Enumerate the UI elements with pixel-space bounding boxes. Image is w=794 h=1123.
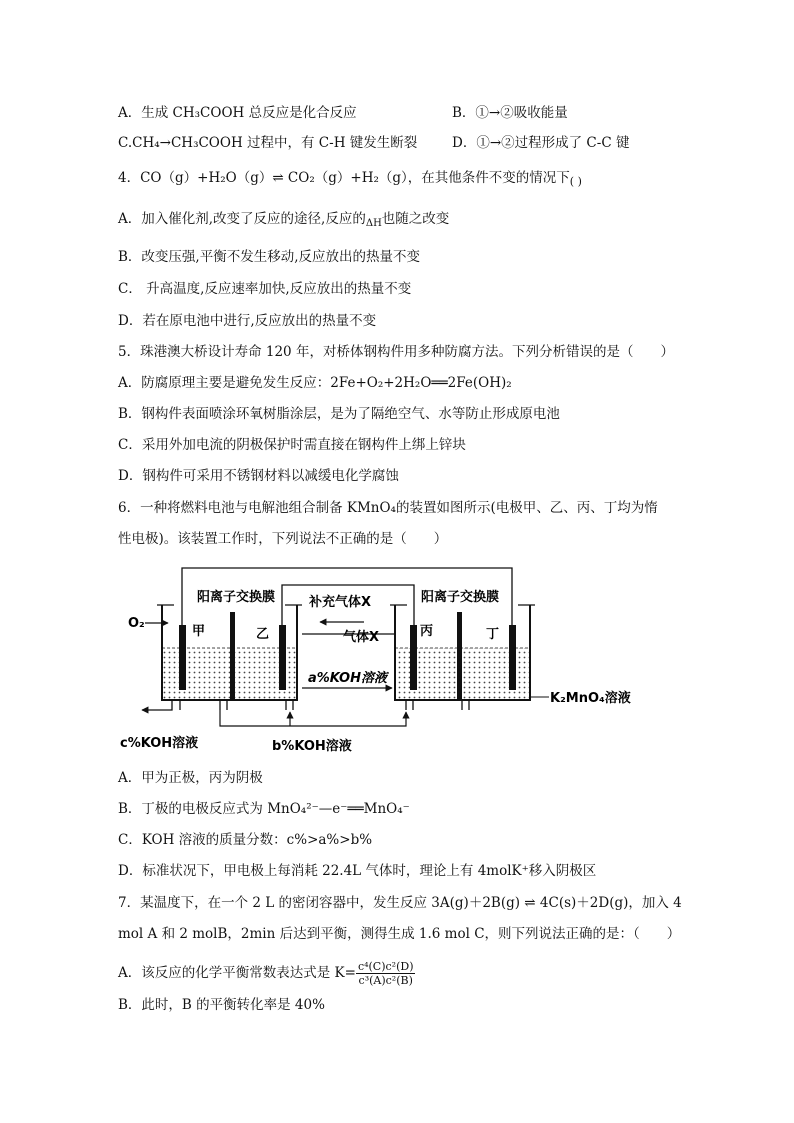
q4-option-d: D．若在原电池中进行,反应放出的热量不变 [118,313,377,329]
q6-option-b: B．丁极的电极反应式为 MnO₄²⁻—e⁻══MnO₄⁻ [118,801,410,817]
label-jia: 甲 [192,624,206,639]
label-supplement-gas: 补充气体X [309,595,372,610]
fraction-denominator: c³(A)c²(B) [358,974,413,987]
q7-stem-line2: mol A 和 2 molB，2min 后达到平衡，测得生成 1.6 mol C，则下列说法正确的是：（ ） [118,926,681,942]
electrode-yi [279,625,286,690]
q4-option-a-small: ΔH [365,218,382,229]
label-b-koh: b%KOH溶液 [272,739,352,754]
electrode-jia [179,625,186,690]
q6-option-c: C．KOH 溶液的质量分数：c%>a%>b% [118,832,373,848]
label-bing: 丙 [420,624,434,639]
label-ding: 丁 [486,627,500,642]
q6-stem-line1: 6．一种将燃料电池与电解池组合制备 KMnO₄的装置如图所示(电极甲、乙、丙、丁均为惰 [118,500,658,516]
q4-option-a [118,210,449,230]
electrode-ding [509,625,516,690]
q5-option-a: A．防腐原理主要是避免发生反应：2Fe+O₂+2H₂O══2Fe(OH)₂ [118,375,512,391]
q3-option-b: B．①→②吸收能量 [452,105,568,121]
q5-stem: 5．珠港澳大桥设计寿命 120 年，对桥体钢构件用多种防腐方法。下列分析错误的是（ ） [118,344,674,360]
label-a-koh: a%KOH溶液 [308,671,387,686]
q4-answer-paren: ( ) [569,175,582,188]
fraction-numerator: c⁴(C)c²(D) [357,960,414,973]
q3-option-d: D．①→②过程形成了 C-C 键 [452,135,630,151]
membrane-right [457,612,462,700]
electrode-bing [410,625,417,690]
q5-option-c: C．采用外加电流的阴极保护时需直接在钢构件上绑上锌块 [118,437,466,453]
label-k2mno4: K₂MnO₄溶液 [550,691,631,706]
label-membrane-right: 阳离子交换膜 [421,590,500,605]
q5-option-d: D．钢构件可采用不锈钢材料以减缓电化学腐蚀 [118,468,399,484]
label-membrane-left: 阳离子交换膜 [197,590,276,605]
label-gas-x: 气体X [343,630,380,645]
q3-option-a: A．生成 CH₃COOH 总反应是化合反应 [118,105,357,121]
label-c-koh: c%KOH溶液 [120,736,199,751]
q4-option-b: B．改变压强,平衡不发生移动,反应放出的热量不变 [118,249,421,265]
label-yi: 乙 [256,627,270,642]
q4-option-a-pre: A．加入催化剂,改变了反应的途径,反应的 [118,211,366,227]
q3-option-c: C.CH₄→CH₃COOH 过程中，有 C-H 键发生断裂 [118,135,418,151]
label-o2: O₂ [128,616,145,631]
q7-option-a-pre: A．该反应的化学平衡常数表达式是 K= [118,965,356,981]
q4-stem [118,169,582,188]
q4-option-a-post: 也随之改变 [381,211,450,227]
q7-stem-line1: 7．某温度下，在一个 2 L 的密闭容器中，发生反应 3A(g)＋2B(g) ⇌ 4C(s)＋2D(g)，加入 4 [118,895,682,911]
equilibrium-constant-fraction [356,960,416,987]
q4-option-c: C． 升高温度,反应速率加快,反应放出的热量不变 [118,281,412,297]
q7-option-b: B．此时，B 的平衡转化率是 40% [118,997,325,1013]
q7-option-a [118,956,415,990]
membrane-left [230,612,235,700]
q5-option-b: B．钢构件表面喷涂环氧树脂涂层，是为了隔绝空气、水等防止形成原电池 [118,406,560,422]
q6-option-a: A．甲为正极，丙为阴极 [118,770,263,786]
q4-stem-text: 4．CO（g）+H₂O（g）⇌ CO₂（g）+H₂（g），在其他条件不变的情况下 [118,170,570,186]
q6-stem-line2: 性电极)。该装置工作时，下列说法不正确的是（ ） [118,531,448,547]
q6-option-d: D．标准状况下，甲电极上每消耗 22.4L 气体时，理论上有 4molK⁺移入阴极区 [118,863,597,879]
electrochemical-apparatus-diagram [112,560,642,760]
